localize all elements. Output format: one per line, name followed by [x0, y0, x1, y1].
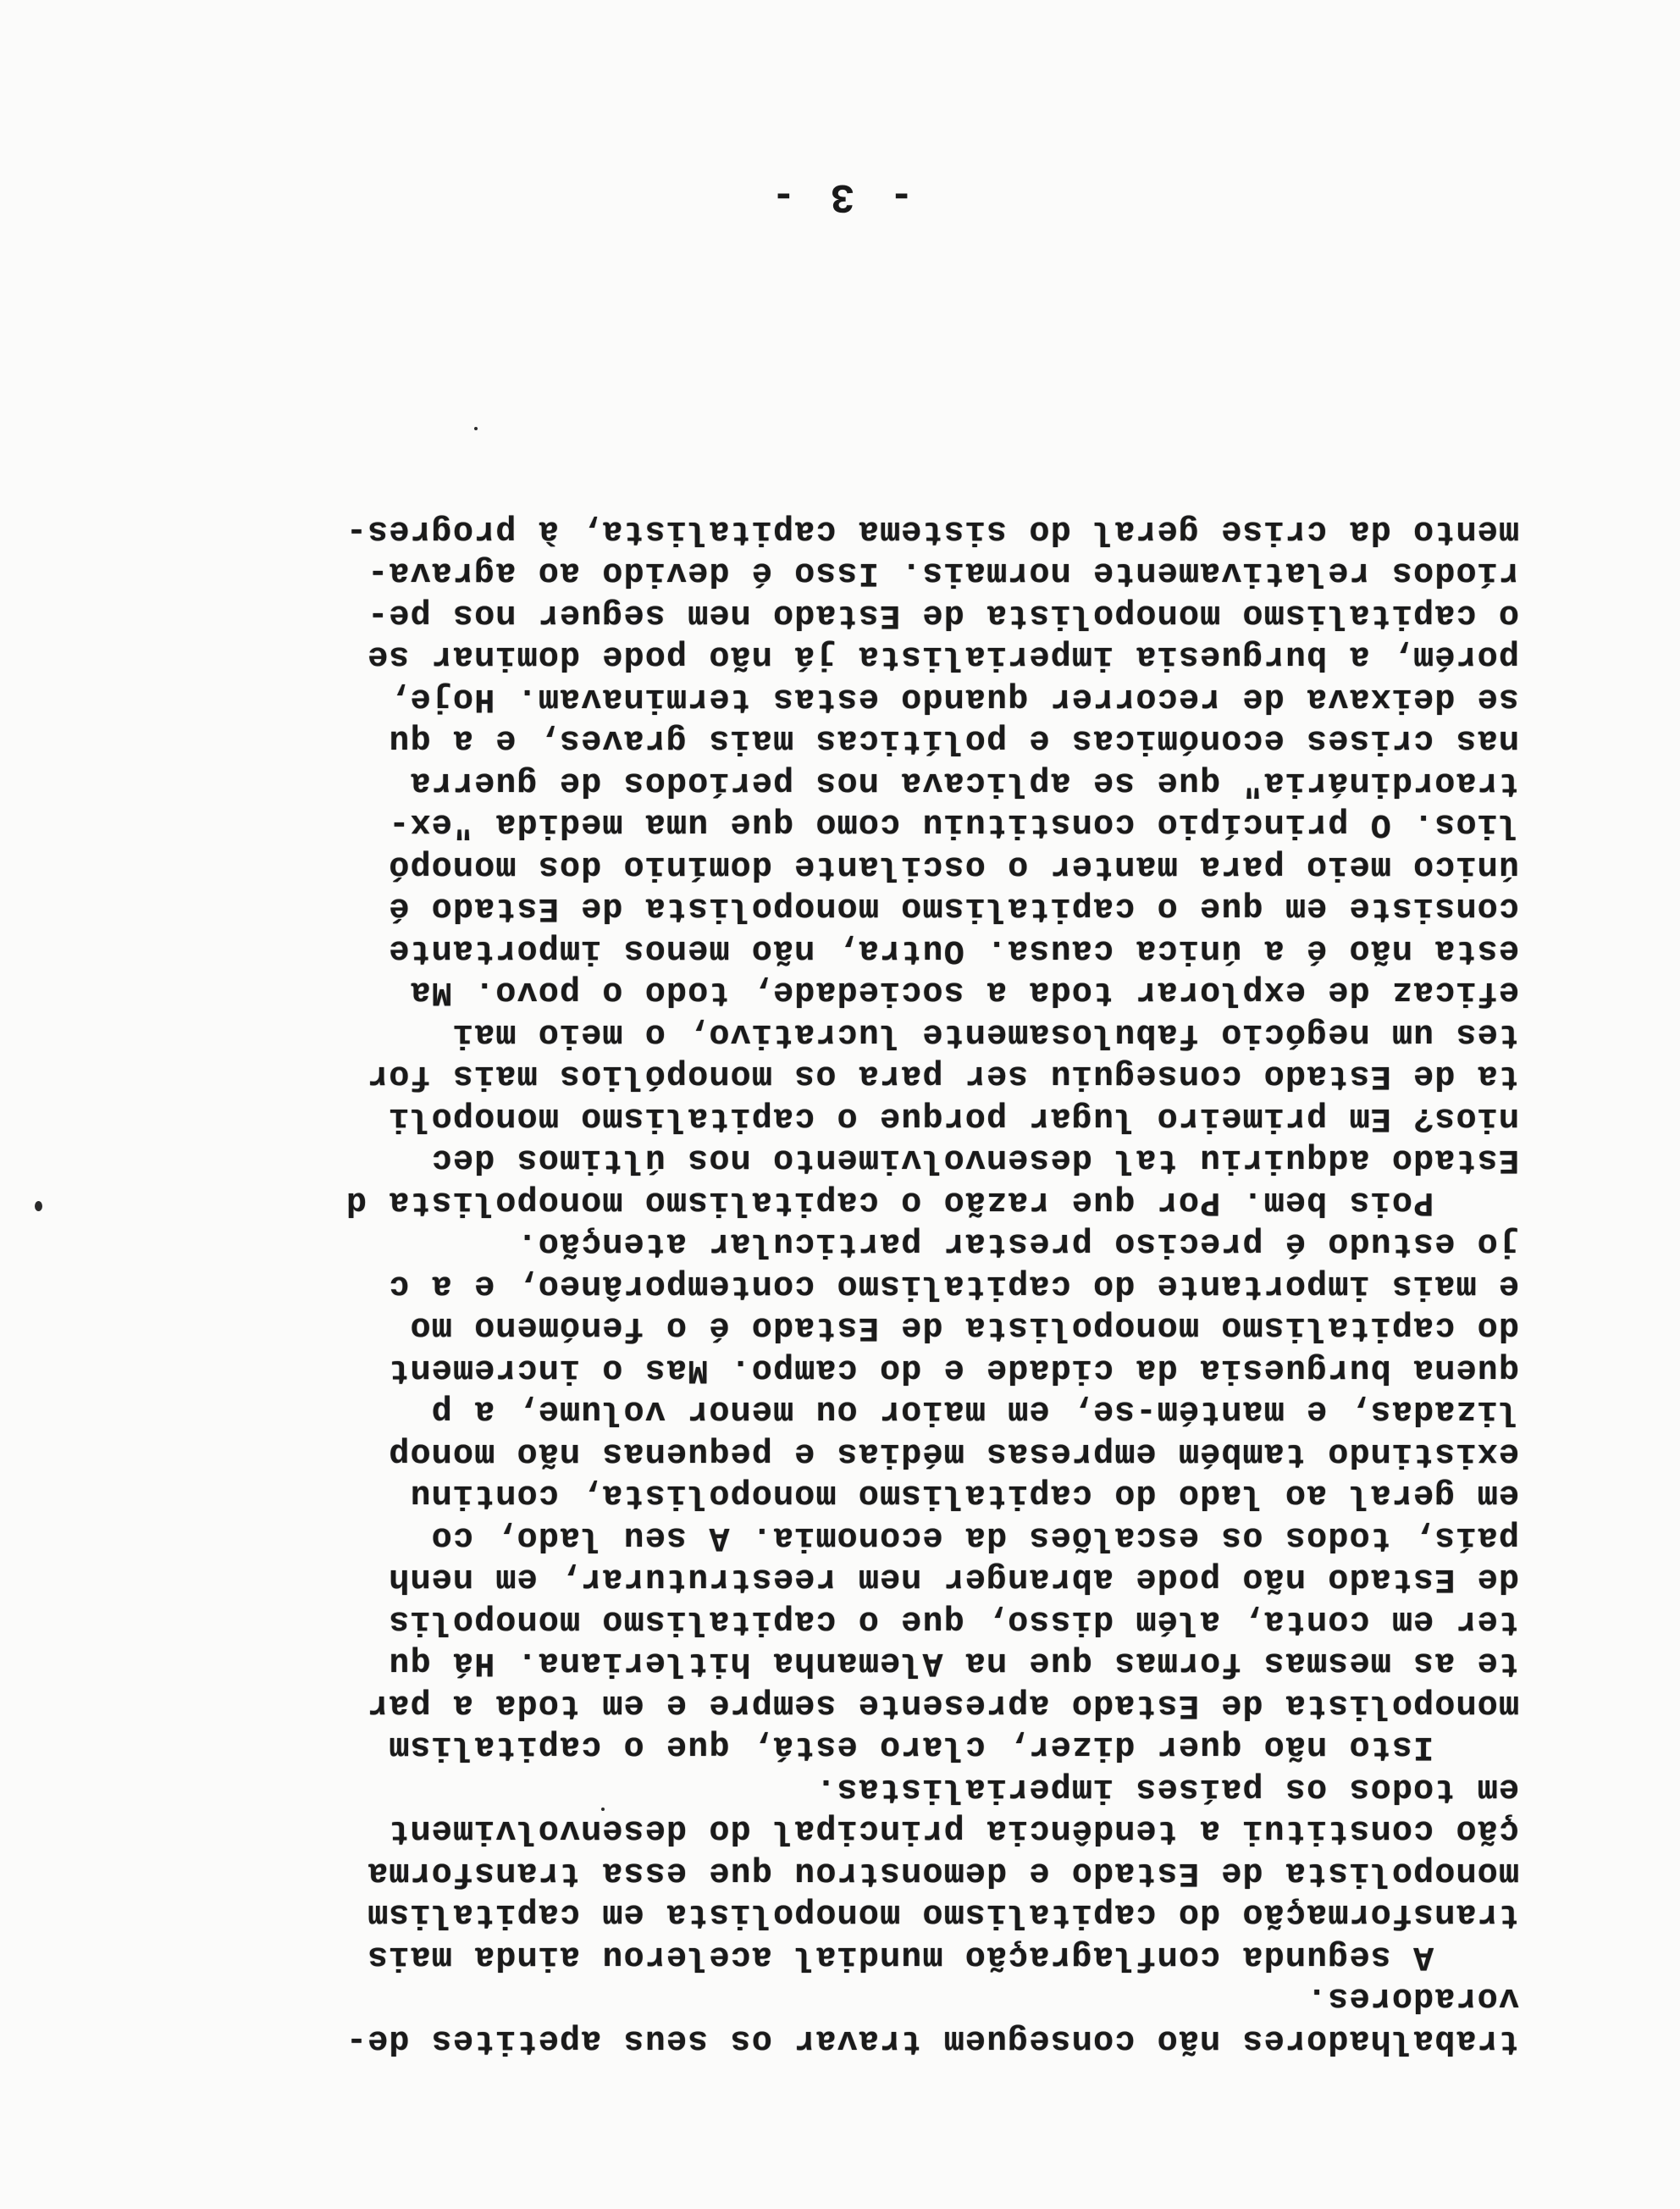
text-line: e mais importante do capitalismo contemporâneo, e a c [388, 1266, 1519, 1304]
text-line: Isto não quer dizer, claro está, que o capitalism [388, 1727, 1519, 1766]
text-line: em todos os países imperialistas. [815, 1769, 1519, 1808]
text-line: tes um negócio fabulosamente lucrativo, o meio mai [451, 1015, 1519, 1053]
text-line: monopolista de Estado e demonstrou que essa transforma [366, 1853, 1519, 1891]
text-line: porém, a burguesia imperialista já não pode dominar se [366, 637, 1519, 676]
text-line: jo estudo é preciso prestar particular atenção. [516, 1224, 1519, 1263]
text-line: se deixava de recorrer quando estas terminavam. Hoje, [388, 679, 1519, 717]
text-line: ção constitui a tendência principal do desenvolviment [388, 1811, 1519, 1850]
text-line: mento da crise geral do sistema capitalista, à progres- [345, 512, 1519, 550]
text-line: te as mesmas formas que na Alemanha hitleriana. Há qu [388, 1643, 1519, 1682]
text-line: monopolista de Estado apresente sempre e em toda a par [366, 1686, 1519, 1724]
text-line: país, todos os escalões da economia. A seu lado, co [430, 1518, 1519, 1556]
text-line: A segunda conflagração mundial acelerou ainda mais [366, 1937, 1519, 1975]
text-line: esta não é a única causa. Outra, não menos importante [388, 931, 1519, 969]
text-line: nios? Em primeiro lugar porque o capitalismo monopoli [388, 1099, 1519, 1137]
text-line: ter em conta, além disso, que o capitalismo monopolis [388, 1602, 1519, 1640]
text-line: lios. O princípio constituiu como que uma medida "ex- [388, 805, 1519, 844]
text-line: ríodos relativamente normais. Isso é devido ao agrava- [366, 553, 1519, 592]
ink-speck [474, 427, 478, 430]
ink-speck [601, 1808, 605, 1811]
text-line: lizadas, e mantém-se, em maior ou menor volume, a p [430, 1392, 1519, 1431]
text-line: ta de Estado conseguiu ser para os monopólios mais for [366, 1056, 1519, 1095]
text-line: eficaz de explorar toda a sociedade, todo o povo. Ma [409, 972, 1519, 1011]
text-line: o capitalismo monopolista de Estado nem seguer nos pe- [366, 595, 1519, 634]
text-line: consiste em que o capitalismo monopolista de Estado é [388, 889, 1519, 927]
text-line: existindo também empresas médias e pequenas não monop [388, 1434, 1519, 1472]
text-line: voradores. [1305, 1979, 1519, 2018]
text-line: Pois bem. Por que razão o capitalismo monopolista d [345, 1182, 1519, 1221]
text-line: transformação do capitalismo monopolista em capitalism [366, 1895, 1519, 1934]
text-line: trabalhadores não conseguem travar os seus apetites de- [345, 2021, 1519, 2059]
page-number: - 3 - [765, 173, 915, 219]
text-line: nas crises económicas e políticas mais graves, e a qu [388, 721, 1519, 760]
body-text [130, 510, 1519, 2062]
text-line: de Estado não pode abranger nem reestruturar, em nenh [388, 1559, 1519, 1598]
text-line: traordinária" que se aplicava nos períodos de guerra [409, 763, 1519, 801]
text-line: do capitalismo monopolista de Estado é o fenómeno mo [409, 1308, 1519, 1347]
text-line: Estado adquiriu tal desenvolvimento nos últimos dec [430, 1140, 1519, 1179]
text-line: quena burguesia da cidade e do campo. Mas o increment [388, 1350, 1519, 1388]
text-line: em geral ao lado do capitalismo monopolista, continu [409, 1475, 1519, 1514]
text-line: único meio para manter o oscilante domínio dos monopó [388, 847, 1519, 885]
ink-speck [35, 1201, 42, 1211]
